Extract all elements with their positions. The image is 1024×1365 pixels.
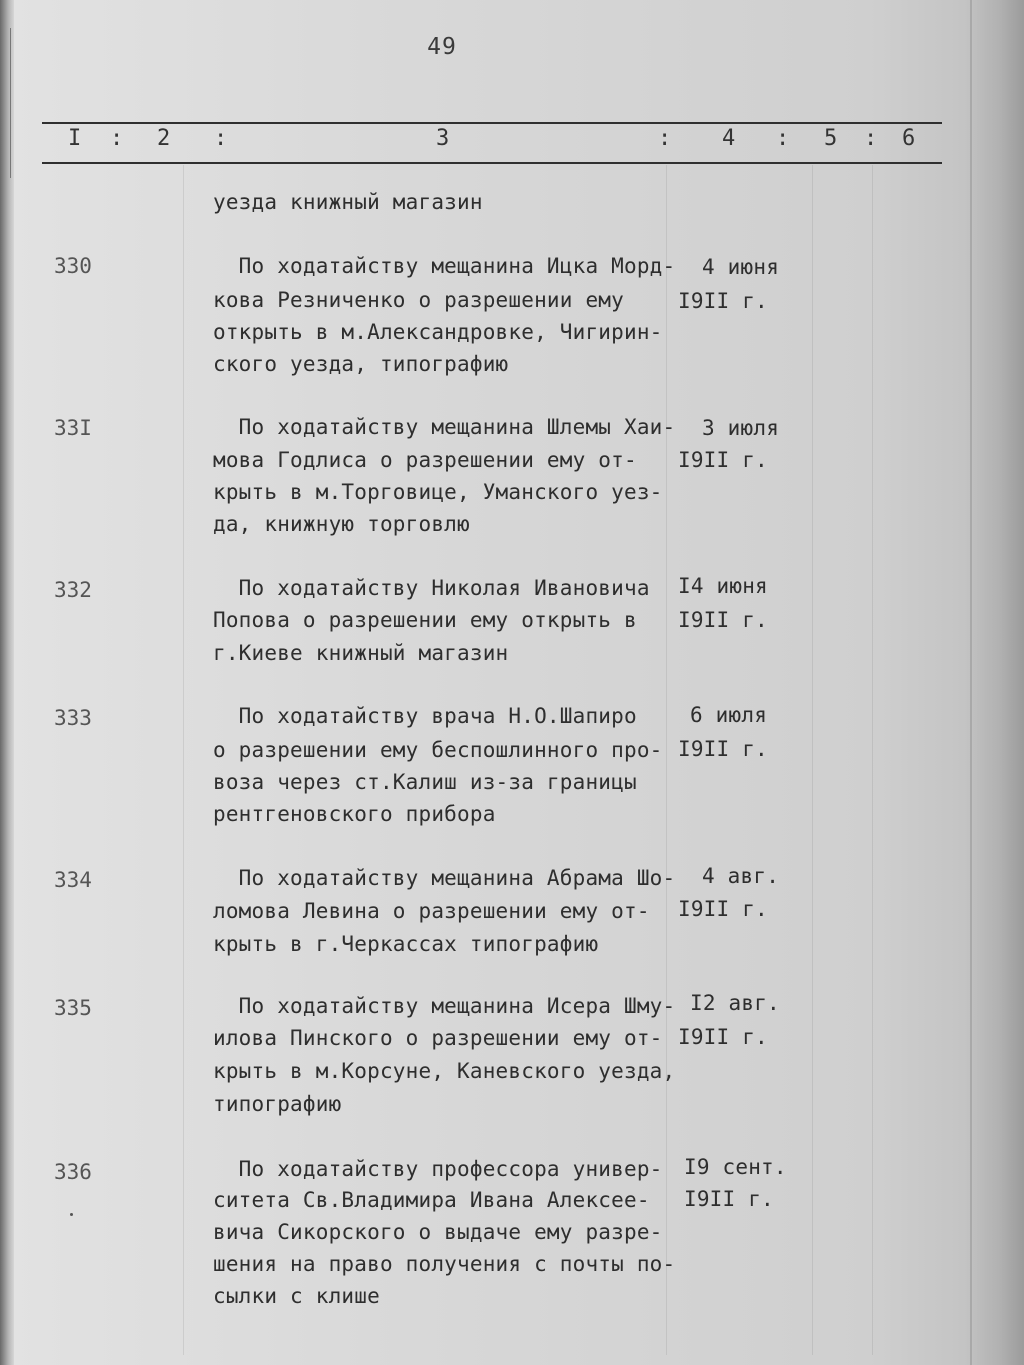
column-header-row — [42, 126, 942, 160]
entry-date: I9 сент. — [684, 1155, 787, 1179]
entry-text-line: рентгеновского прибора — [213, 802, 496, 826]
header-rule-bottom — [42, 162, 942, 164]
entry-date: I2 авг. — [690, 991, 780, 1015]
column-separator: : — [214, 126, 228, 151]
entry-year: I9II г. — [678, 737, 768, 761]
entry-year: I9II г. — [678, 608, 768, 632]
entry-year: I9II г. — [678, 289, 768, 313]
entry-date: I4 июня — [678, 574, 768, 598]
entry-year: I9II г. — [678, 897, 768, 921]
entry-text-line: По ходатайству Николая Ивановича — [213, 576, 650, 600]
header-rule-top — [42, 122, 942, 124]
column-separator: : — [864, 126, 878, 151]
entry-date: 3 июля — [702, 416, 780, 440]
entry-text-line: По ходатайству мещанина Ицка Морд- — [213, 254, 676, 278]
entry-text-line: кова Резниченко о разрешении ему — [213, 288, 624, 312]
entry-text-line: Попова о разрешении ему открыть в — [213, 608, 637, 632]
column-guide — [183, 165, 184, 1355]
entry-year: I9II г. — [678, 448, 768, 472]
ink-speck — [70, 1213, 73, 1216]
entry-text-line: мова Годлиса о разрешении ему от- — [213, 448, 637, 472]
entry-text-line: вича Сикорского о выдаче ему разре- — [213, 1220, 663, 1244]
entry-text-line: сылки с клише — [213, 1284, 380, 1308]
page-edge — [970, 0, 972, 1365]
entry-text-line: По ходатайству мещанина Абрама Шо- — [213, 866, 676, 890]
entry-number: 333 — [54, 706, 92, 730]
entry-number: 336 — [54, 1160, 92, 1184]
entry-text-line: илова Пинского о разрешении ему от- — [213, 1026, 663, 1050]
entry-text-line: ситета Св.Владимира Ивана Алексее- — [213, 1188, 650, 1212]
entry-number: 332 — [54, 578, 92, 602]
entry-date: 4 авг. — [702, 864, 780, 888]
entry-number: 33I — [54, 416, 92, 440]
entry-year: I9II г. — [678, 1025, 768, 1049]
page-number: 49 — [427, 34, 457, 60]
column-separator: : — [776, 126, 790, 151]
column-header-1: I — [68, 126, 82, 151]
entry-text-line: шения на право получения с почты по- — [213, 1252, 676, 1276]
entry-text-line: открыть в м.Александровке, Чигирин- — [213, 320, 663, 344]
column-separator: : — [658, 126, 672, 151]
entry-text-line: крыть в м.Корсуне, Каневского уезда, — [213, 1059, 676, 1083]
column-guide — [812, 165, 813, 1355]
entry-text-line: По ходатайству врача Н.О.Шапиро — [213, 704, 637, 728]
entry-text-line: типографию — [213, 1092, 342, 1116]
page-shadow — [964, 0, 1024, 1365]
column-header-6: 6 — [902, 126, 916, 151]
entry-text-line: воза через ст.Калиш из-за границы — [213, 770, 637, 794]
column-header-5: 5 — [824, 126, 838, 151]
column-header-2: 2 — [157, 126, 171, 151]
entry-number: 335 — [54, 996, 92, 1020]
entry-text-line: крыть в м.Торговице, Уманского уез- — [213, 480, 663, 504]
entry-number: 330 — [54, 254, 92, 278]
column-header-4: 4 — [722, 126, 736, 151]
column-guide — [872, 165, 873, 1355]
entry-date: 6 июля — [690, 703, 768, 727]
column-guide — [666, 165, 667, 1355]
entry-text-line: крыть в г.Черкассах типографию — [213, 932, 599, 956]
entry-year: I9II г. — [684, 1187, 774, 1211]
entry-number: 334 — [54, 868, 92, 892]
entry-text-line: ломова Левина о разрешении ему от- — [213, 899, 650, 923]
entry-text-line: ского уезда, типографию — [213, 352, 509, 376]
continuation-line: уезда книжный магазин — [213, 190, 483, 214]
column-separator: : — [110, 126, 124, 151]
entry-text-line: По ходатайству профессора универ- — [213, 1157, 663, 1181]
entry-text-line: По ходатайству мещанина Шлемы Хаи- — [213, 415, 676, 439]
entry-date: 4 июня — [702, 255, 780, 279]
binding-mark — [0, 28, 11, 178]
entry-text-line: да, книжную торговлю — [213, 512, 470, 536]
entry-text-line: о разрешении ему беспошлинного про- — [213, 738, 663, 762]
entry-text-line: г.Киеве книжный магазин — [213, 641, 509, 665]
page-binding-edge — [0, 0, 14, 1365]
entry-text-line: По ходатайству мещанина Исера Шму- — [213, 994, 676, 1018]
column-header-3: 3 — [436, 126, 450, 151]
